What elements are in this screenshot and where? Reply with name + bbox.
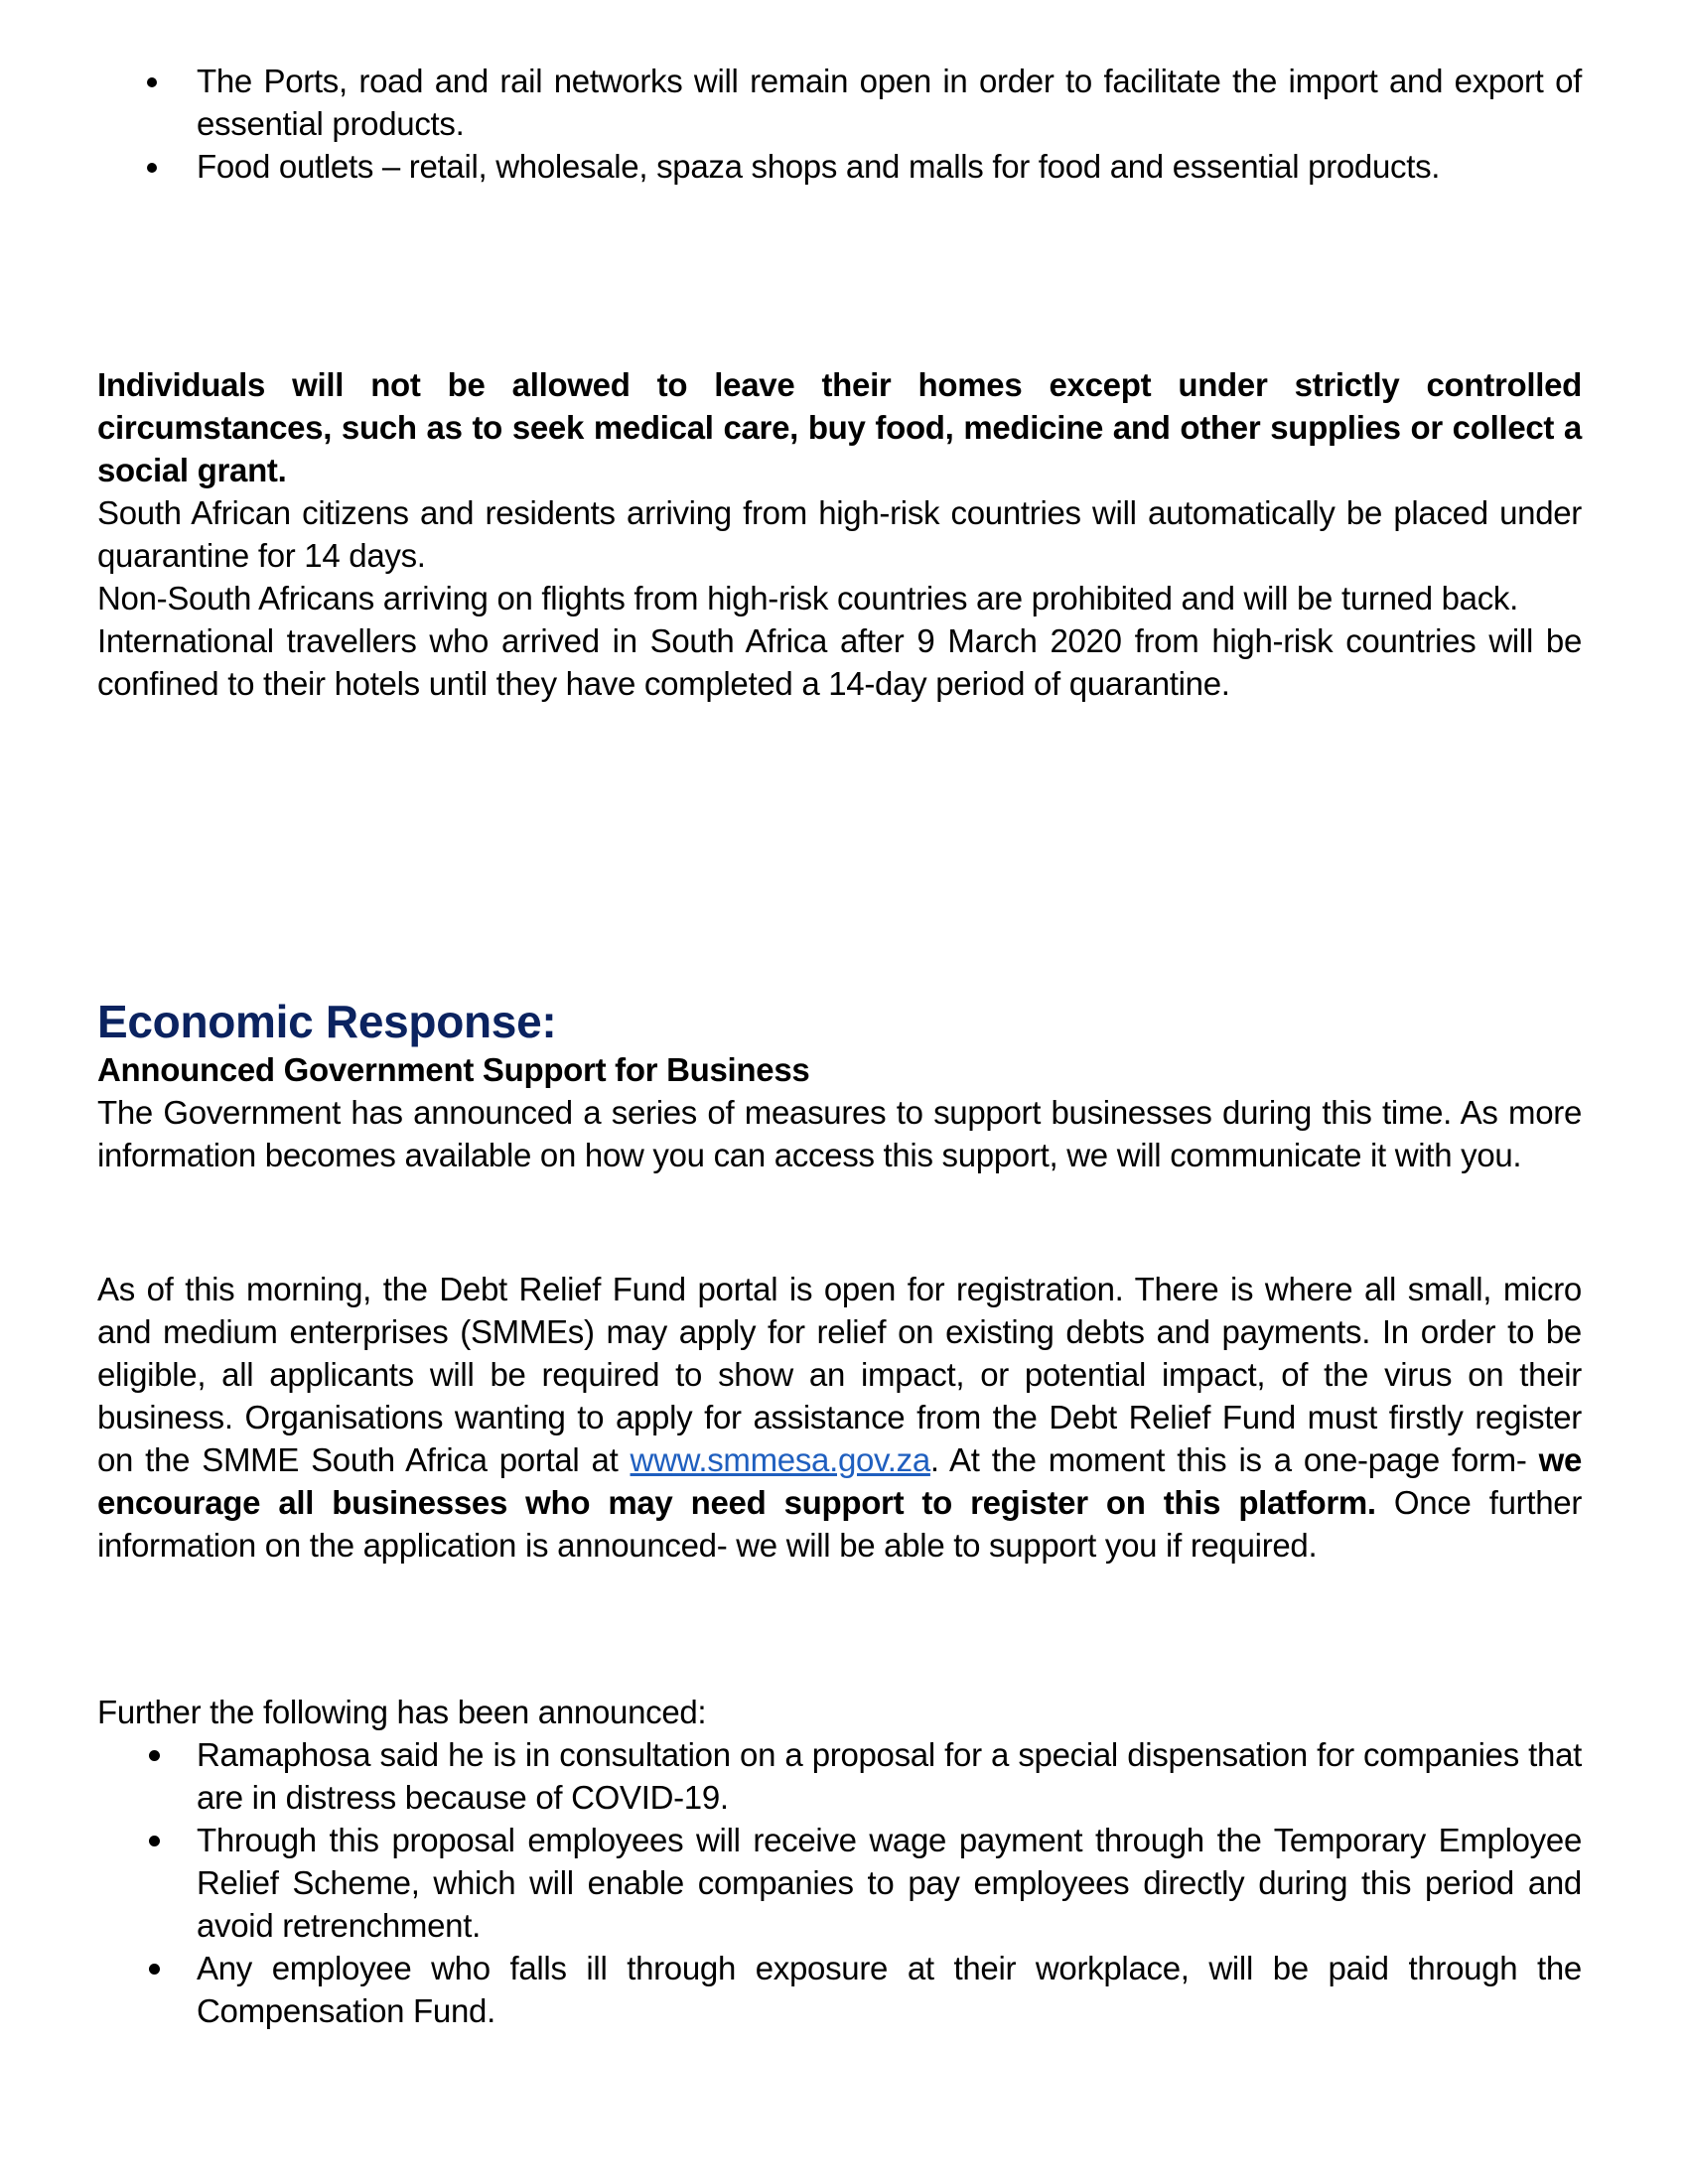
list-item (97, 1819, 1582, 1947)
section-subheading: Announced Government Support for Business (97, 1051, 810, 1088)
list-item-text: The Ports, road and rail networks will remain open in order to facilitate the import and export of essential products. (197, 63, 1582, 142)
quarantine-citizens-text: South African citizens and residents arriving from high-risk countries will automatically be placed under quarantine for 14 days. (97, 494, 1582, 574)
section-heading: Economic Response: (97, 996, 557, 1047)
list-item-text: Food outlets – retail, wholesale, spaza shops and malls for food and essential products. (197, 148, 1441, 185)
movement-restriction-statement: Individuals will not be allowed to leave their homes except under strictly controlled circumstances, such as to seek medical care, buy food, medicine and other supplies or collect a social grant. (97, 366, 1582, 488)
bullet-icon (149, 1750, 160, 1761)
list-item-text: Ramaphosa said he is in consultation on a proposal for a special dispensation for companies that are in distress because of COVID-19. (197, 1736, 1582, 1816)
bullet-icon (147, 163, 157, 173)
bullet-icon (147, 77, 157, 87)
debt-relief-text-1: As of this morning, the Debt Relief Fund portal is open for registration. There is where all small, micro and medium enterprises (SMMEs) may apply for relief on existing debts and payments. In order to be eligible, all applicants will be required to show an impact, or potential impact, of the virus on their business. Organisations wanting to apply for assistance from the Debt Relief Fund must firstly register on the SMME South Africa portal at (97, 1271, 1582, 1478)
debt-relief-text-2: . At the moment this is a one-page form- (929, 1441, 1539, 1478)
list-item-text: Any employee who falls ill through exposure at their workplace, will be paid through the Compensation Fund. (197, 1950, 1582, 2029)
non-citizens-text: Non-South Africans arriving on flights from high-risk countries are prohibited and will be turned back. (97, 580, 1518, 616)
restrictions-section (97, 363, 1582, 705)
list-item (97, 1733, 1582, 1819)
bullet-icon (149, 1836, 160, 1846)
debt-relief-paragraph (97, 1268, 1582, 1567)
debt-relief-text-3: Once further information on the application is announced- we will be able to support you if required. (97, 1484, 1583, 1564)
bullet-icon (149, 1964, 160, 1975)
intro-paragraph: The Government has announced a series of measures to support businesses during this time. As more information becomes available on how you can access this support, we will communicate it with you. (97, 1094, 1582, 1173)
list-item-text: Through this proposal employees will receive wage payment through the Temporary Employee Relief Scheme, which will enable companies to pay employees directly during this period and avoid retrenchment. (197, 1822, 1582, 1944)
economic-response-section (97, 995, 1582, 1176)
list-item (97, 1947, 1582, 2032)
further-announcements (97, 1691, 1582, 2032)
essential-services-list (97, 60, 1582, 188)
further-intro: Further the following has been announced: (97, 1694, 707, 1730)
international-travellers-text: International travellers who arrived in South Africa after 9 March 2020 from high-risk countries will be confined to their hotels until they have completed a 14-day period of quarantine. (97, 622, 1582, 702)
list-item (97, 60, 1582, 145)
registration-encouragement: we encourage all businesses who may need support to register on this platform. (97, 1441, 1583, 1521)
smmesa-portal-link[interactable]: www.smmesa.gov.za (630, 1441, 930, 1478)
list-item (97, 145, 1582, 188)
